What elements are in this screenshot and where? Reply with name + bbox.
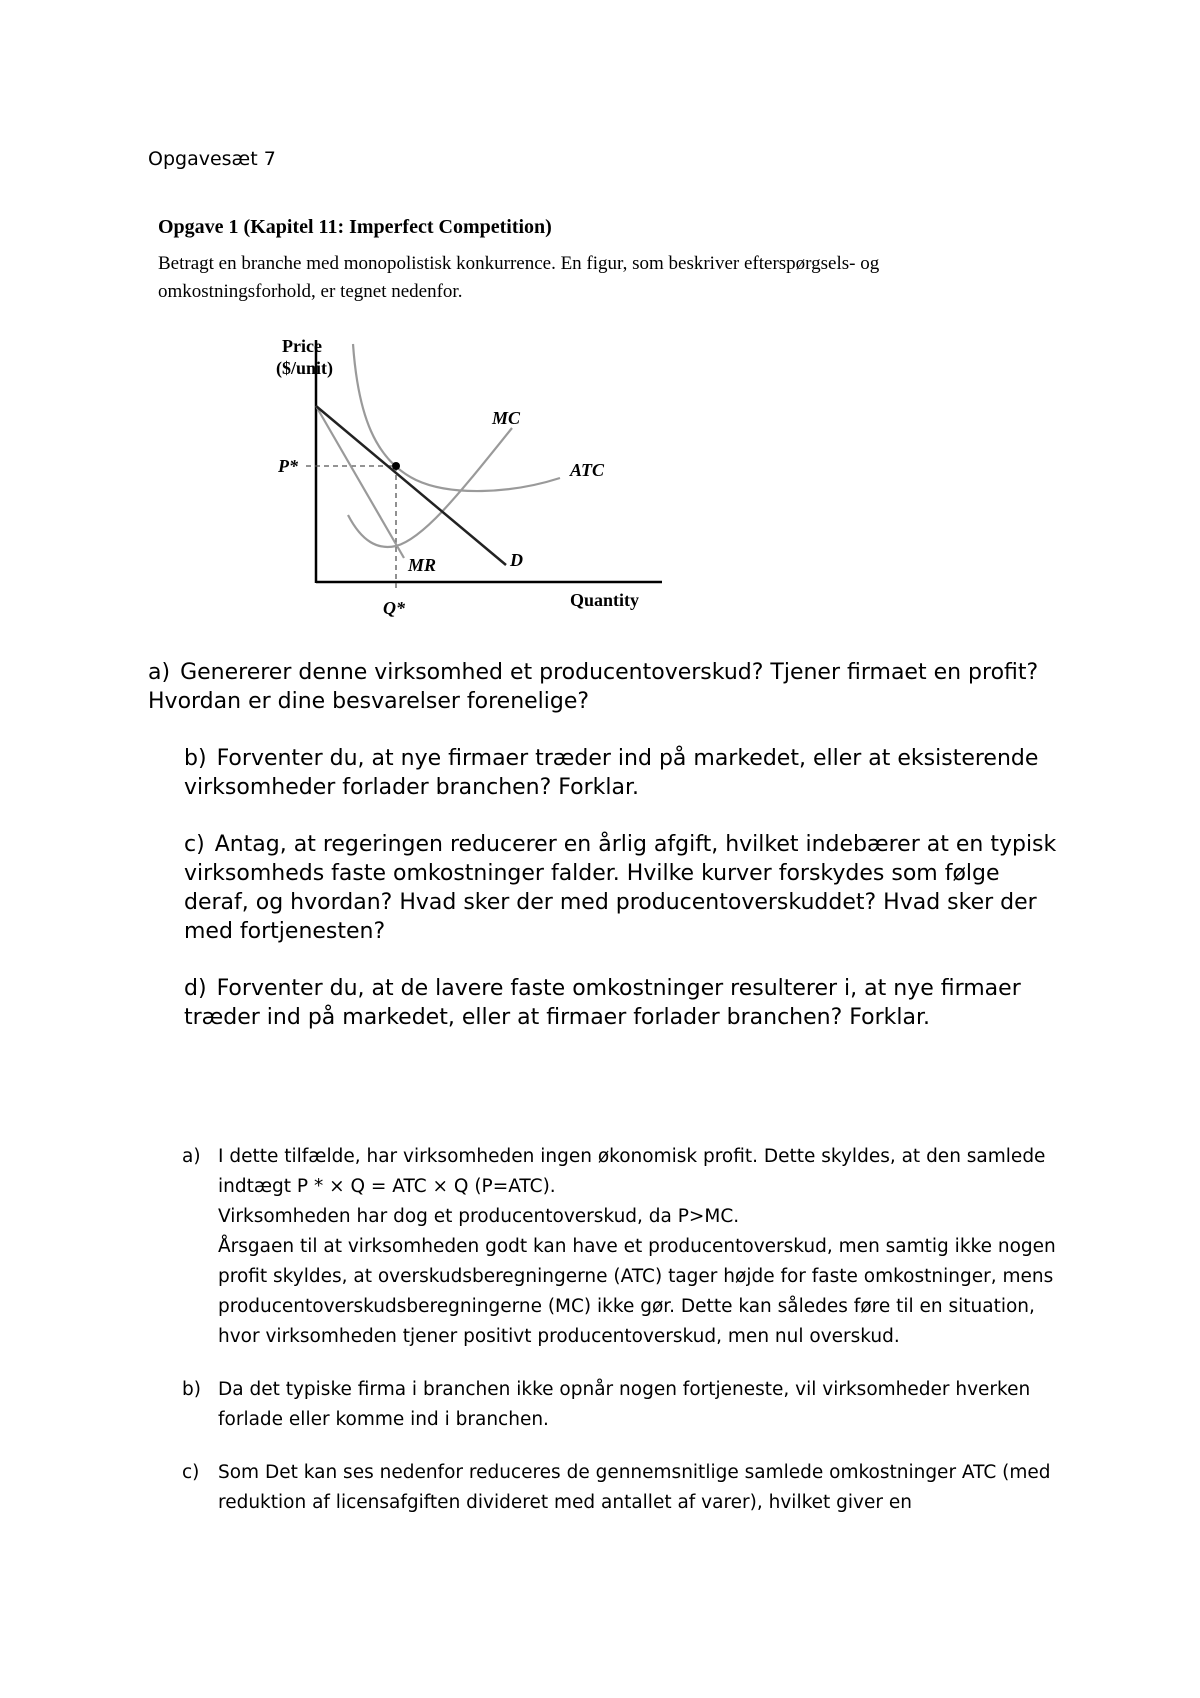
answers-list — [182, 1142, 1082, 1541]
answer-c-paragraph: Som Det kan ses nedenfor reduceres de gennemsnitlige samlede omkostninger ATC (med reduktion af licensafgiften divideret med antallet af varer), hvilket giver en — [218, 1462, 1051, 1513]
question-c-label: c) — [184, 832, 205, 857]
atc-curve — [353, 344, 560, 491]
question-c — [184, 830, 1064, 946]
mc-curve — [348, 428, 512, 547]
mr-label: MR — [408, 555, 437, 575]
question-d-label: d) — [184, 976, 207, 1001]
y-axis-label-line1: Price — [282, 336, 322, 356]
answer-b-paragraph: Da det typiske firma i branchen ikke opnår nogen fortjeneste, vil virksomheder hverken forlade eller komme ind i branchen. — [218, 1379, 1031, 1430]
answer-c — [182, 1458, 1082, 1518]
exercise-intro: Betragt en branche med monopolistisk konkurrence. En figur, som beskriver efterspørgsels- og omkostningsforhold, er tegnet nedenfor. — [158, 253, 880, 302]
mr-curve — [316, 406, 404, 558]
answer-a-label: a) — [182, 1146, 201, 1167]
answer-a-paragraph: Virksomheden har dog et producentoverskud, da P>MC. — [218, 1206, 740, 1227]
question-a — [148, 658, 1068, 716]
question-b-label: b) — [184, 746, 207, 771]
monopolistic-competition-figure — [250, 330, 670, 630]
exercise-heading: Opgave 1 (Kapitel 11: Imperfect Competition) — [158, 216, 552, 238]
answer-a — [182, 1142, 1082, 1352]
atc-label: ATC — [570, 460, 605, 480]
question-c-text: Antag, at regeringen reducerer en årlig afgift, hvilket indebærer at en typisk virksomheds faste omkostninger falder. Hvilke kurver forskydes som følge deraf, og hvordan? Hvad sker der med producentoverskuddet? Hvad sker der med fortjenesten? — [184, 832, 1057, 944]
d-label: D — [510, 550, 523, 570]
answer-b — [182, 1375, 1082, 1435]
question-a-text: Genererer denne virksomhed et producentoverskud? Tjener firmaet en profit? Hvordan er dine besvarelser forenelige? — [148, 660, 1039, 714]
question-b-text: Forventer du, at nye firmaer træder ind på markedet, eller at eksisterende virksomheder forlader branchen? Forklar. — [184, 746, 1039, 800]
question-a-label: a) — [148, 660, 171, 685]
q-star-label: Q* — [383, 598, 405, 618]
question-b — [184, 744, 1064, 802]
p-star-label: P* — [278, 456, 298, 476]
answer-b-label: b) — [182, 1379, 201, 1400]
answer-a-paragraph: Årsgaen til at virksomheden godt kan have et producentoverskud, men samtig ikke nogen profit skyldes, at overskudsberegningerne (ATC) tager højde for faste omkostninger, mens producentoverskudsberegningerne (MC) ikke gør. Dette kan således føre til en situation, hvor virksomheden tjener positivt producentoverskud, men nul overskud. — [218, 1236, 1056, 1347]
document-title: Opgavesæt 7 — [148, 148, 276, 170]
y-axis-label-line2: ($/unit) — [276, 358, 334, 378]
demand-curve — [316, 406, 506, 565]
question-d-text: Forventer du, at de lavere faste omkostninger resulterer i, at nye firmaer træder ind på markedet, eller at firmaer forlader branchen? Forklar. — [184, 976, 1021, 1030]
x-axis-label: Quantity — [570, 590, 640, 610]
answer-a-paragraph: I dette tilfælde, har virksomheden ingen økonomisk profit. Dette skyldes, at den samlede indtægt P * × Q = ATC × Q (P=ATC). — [218, 1146, 1046, 1197]
equilibrium-point — [392, 462, 400, 470]
answer-c-label: c) — [182, 1462, 200, 1483]
question-d — [184, 974, 1064, 1032]
mc-label: MC — [492, 408, 521, 428]
